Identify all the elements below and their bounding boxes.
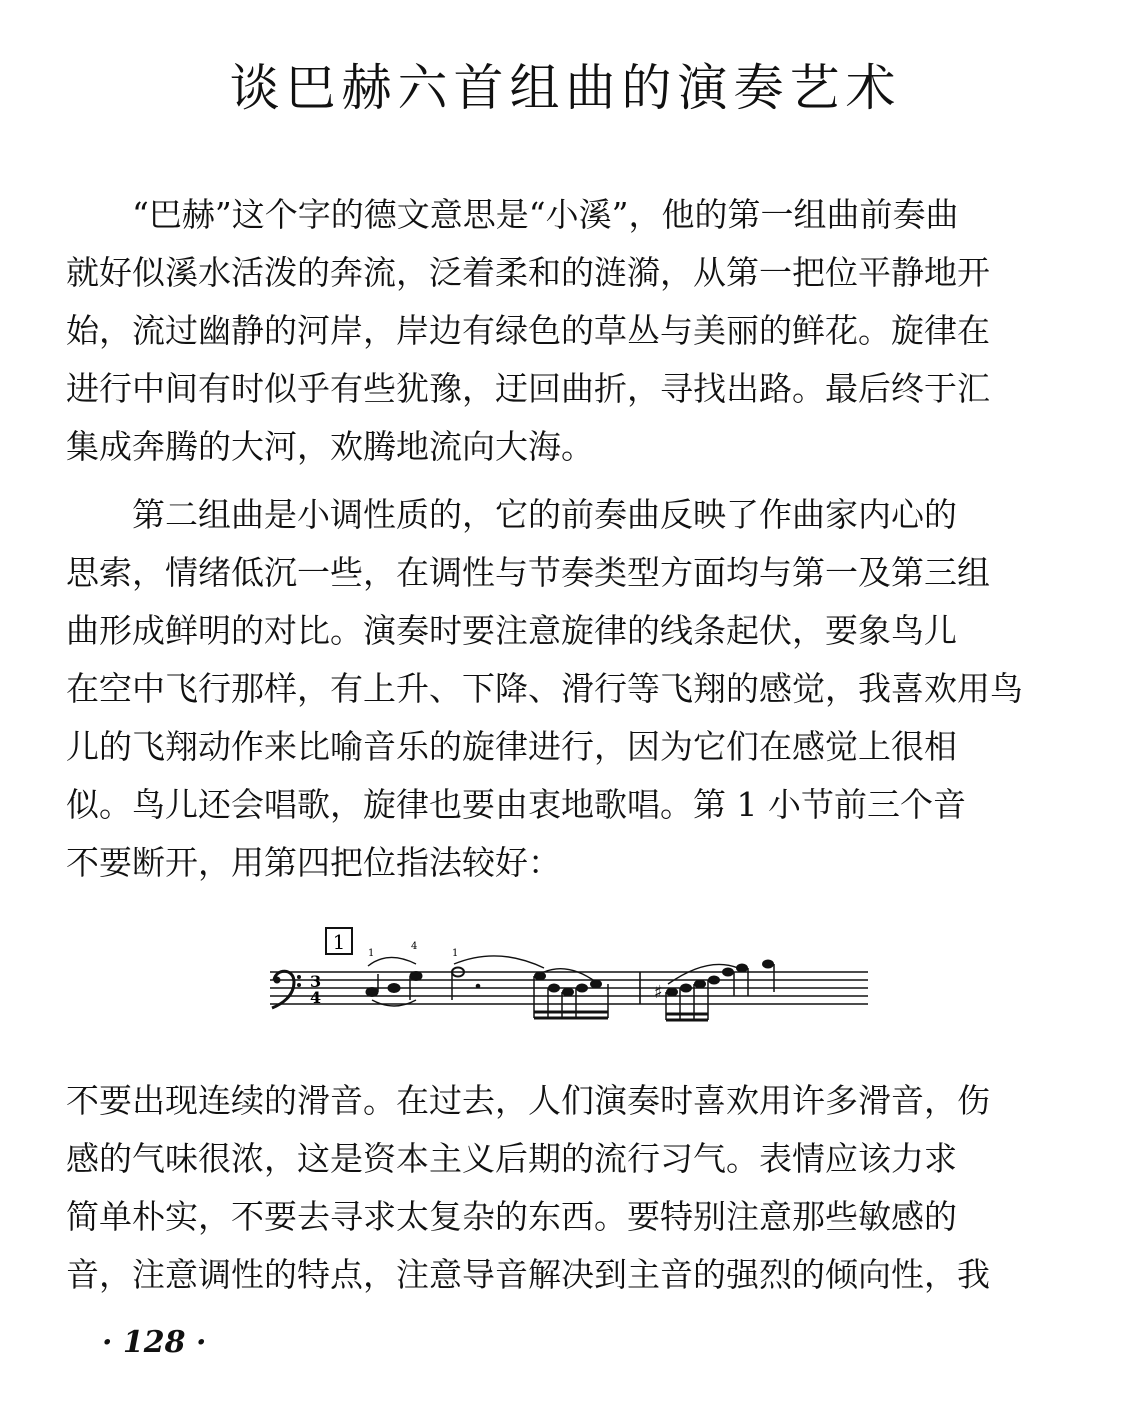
svg-text:♯: ♯ [654,982,663,1003]
text-line: 第二组曲是小调性质的，它的前奏曲反映了作曲家内心的 [132,495,957,534]
page-title: 谈巴赫六首组曲的演奏艺术 [229,59,902,117]
text-line: 儿的飞翔动作来比喻音乐的旋律进行，因为它们在感觉上很相 [66,727,957,766]
text-line: 似。鸟儿还会唱歌，旋律也要由衷地歌唱。第 1 小节前三个音 [66,785,966,824]
text-line: 思索，情绪低沉一些，在调性与节奏类型方面均与第一及第三组 [66,553,990,592]
note-group [654,960,774,1020]
text-line: 集成奔腾的大河，欢腾地流向大海。 [66,427,594,466]
fingering: 1 [452,948,459,959]
music-example [268,916,880,1036]
fingering: 4 [411,941,418,952]
text-line: 在空中飞行那样，有上升、下降、滑行等飞翔的感觉，我喜欢用鸟 [66,669,1023,708]
bass-clef-icon [272,971,301,1008]
text-line: “巴赫”这个字的德文意思是“小溪”，他的第一组曲前奏曲 [132,195,959,234]
measure-number: 1 [332,930,346,954]
text-line: 音，注意调性的特点，注意导音解决到主音的强烈的倾向性，我 [66,1255,990,1294]
text-line: 不要出现连续的滑音。在过去，人们演奏时喜欢用许多滑音，伤 [66,1081,990,1120]
text-line: 感的气味很浓，这是资本主义后期的流行习气。表情应该力求 [66,1139,957,1178]
note-group [366,972,422,1007]
text-line: 简单朴实，不要去寻求太复杂的东西。要特别注意那些敏感的 [66,1197,957,1236]
paragraph-1 [66,186,1056,476]
fingering: 1 [368,948,375,959]
text-line: 进行中间有时似乎有些犹豫，迂回曲折，寻找出路。最后终于汇 [66,369,990,408]
text-line: 就好似溪水活泼的奔流，泛着柔和的涟漪，从第一把位平静地开 [66,253,990,292]
time-signature-bottom: 4 [310,988,322,1007]
page-number: · 128 · [102,1325,207,1360]
slur [454,956,544,968]
time-signature-top: 3 [310,972,322,991]
slur [368,957,416,966]
text-line: 不要断开，用第四把位指法较好： [66,843,561,882]
text-line: 曲形成鲜明的对比。演奏时要注意旋律的线条起伏，要象鸟儿 [66,611,957,650]
paragraph-3 [66,1072,1056,1304]
paragraph-2 [66,486,1056,892]
text-line: 始，流过幽静的河岸，岸边有绿色的草丛与美丽的鲜花。旋律在 [66,311,990,350]
note-group [534,972,608,1018]
